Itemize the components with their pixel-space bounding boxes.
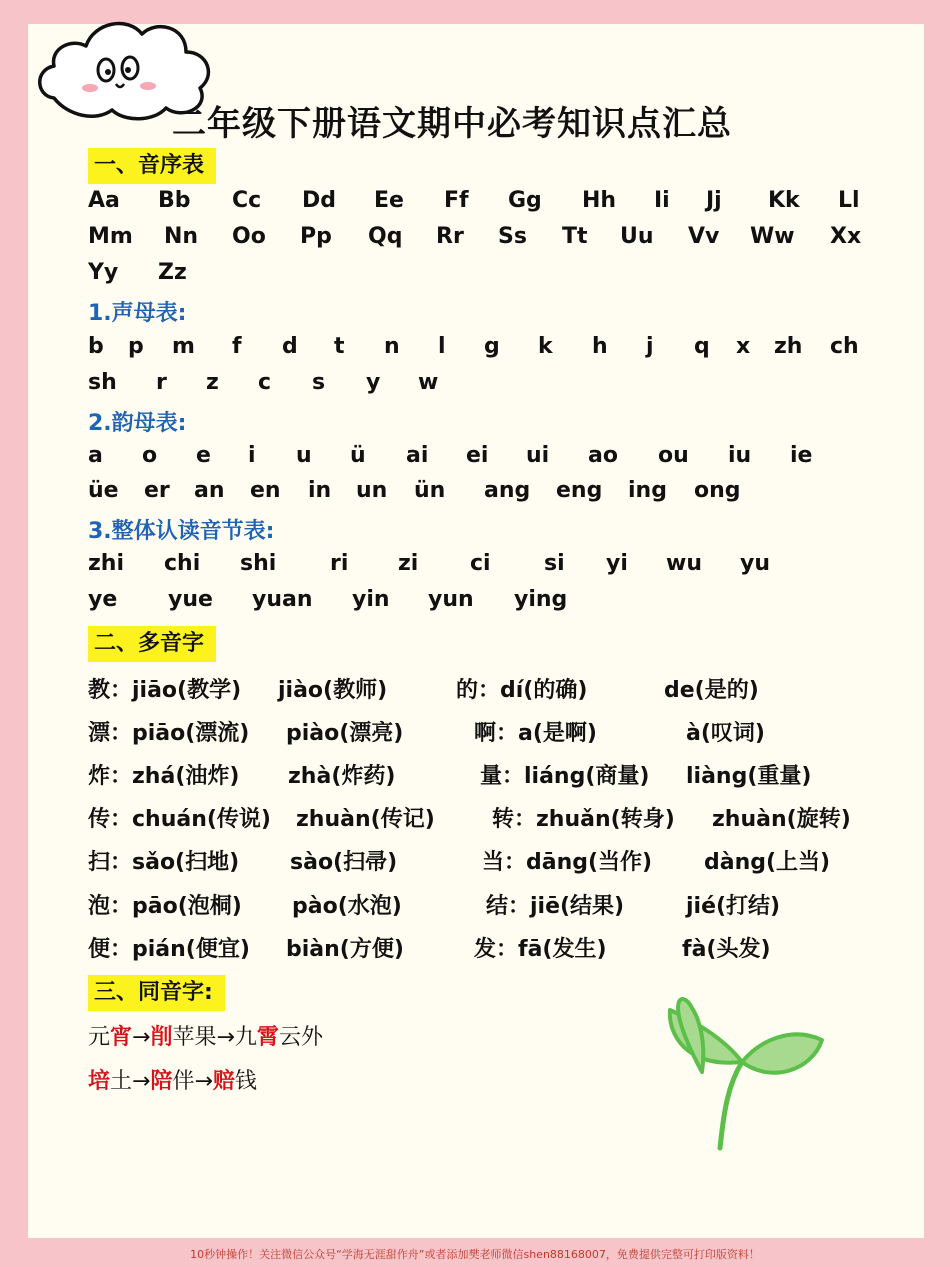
homophone-text: 苹果→九: [172, 1025, 257, 1050]
final: in: [308, 478, 332, 503]
homophone-text: 土→: [110, 1069, 151, 1094]
initial: n: [384, 334, 400, 359]
final: ie: [790, 443, 813, 468]
initial: s: [312, 370, 326, 395]
letter-pair: Bb: [158, 188, 191, 213]
syllable: si: [544, 551, 565, 576]
homophone-text: →: [132, 1025, 151, 1050]
polyphone-entry: liàng(重量): [686, 764, 812, 789]
syllable: yi: [606, 551, 628, 576]
page-title: 二年级下册语文期中必考知识点汇总: [172, 104, 732, 144]
initial: k: [538, 334, 553, 359]
homophone-text: 钱: [234, 1069, 257, 1094]
polyphone-entry: 泡：pāo(泡桐): [88, 894, 242, 919]
initial: g: [484, 334, 500, 359]
syllable: zi: [398, 551, 419, 576]
final: ai: [406, 443, 429, 468]
final: ing: [628, 478, 667, 503]
initial: t: [334, 334, 345, 359]
letter-pair: Rr: [436, 224, 464, 249]
initial: r: [156, 370, 167, 395]
polyphone-entry: jié(打结): [686, 894, 781, 919]
syllable: yue: [168, 587, 213, 612]
homophone-line-2: [88, 1064, 257, 1095]
homophone-highlight: 霄: [256, 1025, 279, 1050]
polyphone-entry: piào(漂亮): [286, 721, 404, 746]
initial: d: [282, 334, 298, 359]
polyphone-entry: 传：chuán(传说): [88, 807, 271, 832]
homophone-highlight: 培: [88, 1069, 111, 1094]
letter-pair: Mm: [88, 224, 133, 249]
syllable: ci: [470, 551, 491, 576]
initial: p: [128, 334, 144, 359]
final: ong: [694, 478, 741, 503]
polyphone-entry: 漂：piāo(漂流): [88, 721, 250, 746]
letter-pair: Gg: [508, 188, 542, 213]
letter-pair: Ss: [498, 224, 527, 249]
initial: j: [646, 334, 654, 359]
final: ü: [350, 443, 366, 468]
final: ei: [466, 443, 489, 468]
polyphone-entry: 扫：sǎo(扫地): [88, 850, 240, 875]
final: üe: [88, 478, 119, 503]
syllable: zhi: [88, 551, 125, 576]
homophone-text: 云外: [278, 1025, 323, 1050]
final: u: [296, 443, 312, 468]
initial: sh: [88, 370, 117, 395]
polyphone-entry: à(叹词): [686, 721, 765, 746]
final: ou: [658, 443, 689, 468]
homophone-highlight: 削: [150, 1025, 173, 1050]
letter-pair: Ff: [444, 188, 469, 213]
syllable: shi: [240, 551, 277, 576]
final: ang: [484, 478, 531, 503]
polyphone-entry: 转：zhuǎn(转身): [492, 807, 675, 832]
syllable: ri: [330, 551, 349, 576]
footer-note: 10秒钟操作！关注微信公众号“学海无涯甜作舟”或者添加樊老师微信shen88168007，免费提供完整可打印版资料！: [190, 1248, 760, 1261]
polyphone-entry: sào(扫帚): [290, 850, 398, 875]
final: an: [194, 478, 225, 503]
letter-pair: Xx: [830, 224, 862, 249]
polyphone-entry: zhuàn(旋转): [712, 807, 851, 832]
polyphone-entry: 发：fā(发生): [474, 937, 607, 962]
initial: c: [258, 370, 272, 395]
section-heading-alphabet: 一、音序表: [88, 148, 216, 184]
letter-pair: Uu: [620, 224, 654, 249]
final: er: [144, 478, 170, 503]
initial: l: [438, 334, 446, 359]
initial: h: [592, 334, 608, 359]
polyphone-entry: 当：dāng(当作): [482, 850, 653, 875]
final: o: [142, 443, 158, 468]
letter-pair: Zz: [158, 260, 187, 285]
polyphone-entry: biàn(方便): [286, 937, 404, 962]
final: eng: [556, 478, 603, 503]
letter-pair: Kk: [768, 188, 800, 213]
syllable: ye: [88, 587, 118, 612]
letter-pair: Hh: [582, 188, 617, 213]
polyphone-entry: pào(水泡): [292, 894, 402, 919]
homophone-text: 伴→: [172, 1069, 213, 1094]
initial: f: [232, 334, 242, 359]
syllable: chi: [164, 551, 201, 576]
letter-pair: Vv: [688, 224, 720, 249]
polyphone-entry: jiào(教师): [278, 678, 388, 703]
syllable: wu: [666, 551, 702, 576]
polyphone-entry: zhuàn(传记): [296, 807, 435, 832]
initial: zh: [774, 334, 803, 359]
homophone-highlight: 陪: [150, 1069, 173, 1094]
homophone-text: 元: [88, 1025, 111, 1050]
polyphone-entry: zhà(炸药): [288, 764, 396, 789]
polyphone-entry: 量：liáng(商量): [480, 764, 650, 789]
section-heading-polyphones: 二、多音字: [88, 626, 216, 662]
polyphone-entry: 教：jiāo(教学): [88, 678, 242, 703]
final: i: [248, 443, 256, 468]
letter-pair: Ll: [838, 188, 860, 213]
initial: b: [88, 334, 104, 359]
polyphone-entry: 啊：a(是啊): [474, 721, 597, 746]
syllable: yun: [428, 587, 474, 612]
syllable: yuan: [252, 587, 313, 612]
final: a: [88, 443, 103, 468]
initial: x: [736, 334, 751, 359]
initial: m: [172, 334, 195, 359]
final: un: [356, 478, 388, 503]
sprout-icon: [662, 980, 832, 1160]
syllable: ying: [514, 587, 568, 612]
homophone-line-1: [88, 1020, 323, 1051]
homophone-highlight: 赔: [212, 1069, 235, 1094]
letter-pair: Ww: [750, 224, 795, 249]
polyphone-entry: 结：jiē(结果): [486, 894, 625, 919]
letter-pair: Jj: [706, 188, 722, 213]
polyphone-entry: de(是的): [664, 678, 759, 703]
homophone-highlight: 宵: [110, 1025, 133, 1050]
initial: q: [694, 334, 710, 359]
letter-pair: Tt: [562, 224, 588, 249]
letter-pair: Aa: [88, 188, 120, 213]
syllable: yu: [740, 551, 771, 576]
whole-syllables-heading: 3.整体认读音节表:: [88, 519, 275, 544]
letter-pair: Yy: [88, 260, 119, 285]
polyphone-entry: dàng(上当): [704, 850, 831, 875]
section-heading-homophones: 三、同音字:: [88, 975, 225, 1011]
final: ui: [526, 443, 550, 468]
letter-pair: Oo: [232, 224, 266, 249]
initial: z: [206, 370, 219, 395]
initial: ch: [830, 334, 859, 359]
letter-pair: Cc: [232, 188, 262, 213]
final: iu: [728, 443, 752, 468]
polyphone-entry: 便：pián(便宜): [88, 937, 250, 962]
initial: y: [366, 370, 381, 395]
final: ün: [414, 478, 446, 503]
polyphone-entry: 炸：zhá(油炸): [88, 764, 240, 789]
final: en: [250, 478, 281, 503]
letter-pair: Qq: [368, 224, 403, 249]
letter-pair: Pp: [300, 224, 332, 249]
polyphone-entry: 的：dí(的确): [456, 678, 588, 703]
initials-heading: 1.声母表:: [88, 301, 187, 326]
finals-heading: 2.韵母表:: [88, 411, 187, 436]
syllable: yin: [352, 587, 390, 612]
letter-pair: Ee: [374, 188, 404, 213]
letter-pair: Nn: [164, 224, 199, 249]
letter-pair: Dd: [302, 188, 337, 213]
polyphone-entry: fà(头发): [682, 937, 771, 962]
letter-pair: Ii: [654, 188, 670, 213]
final: ao: [588, 443, 618, 468]
final: e: [196, 443, 211, 468]
initial: w: [418, 370, 439, 395]
